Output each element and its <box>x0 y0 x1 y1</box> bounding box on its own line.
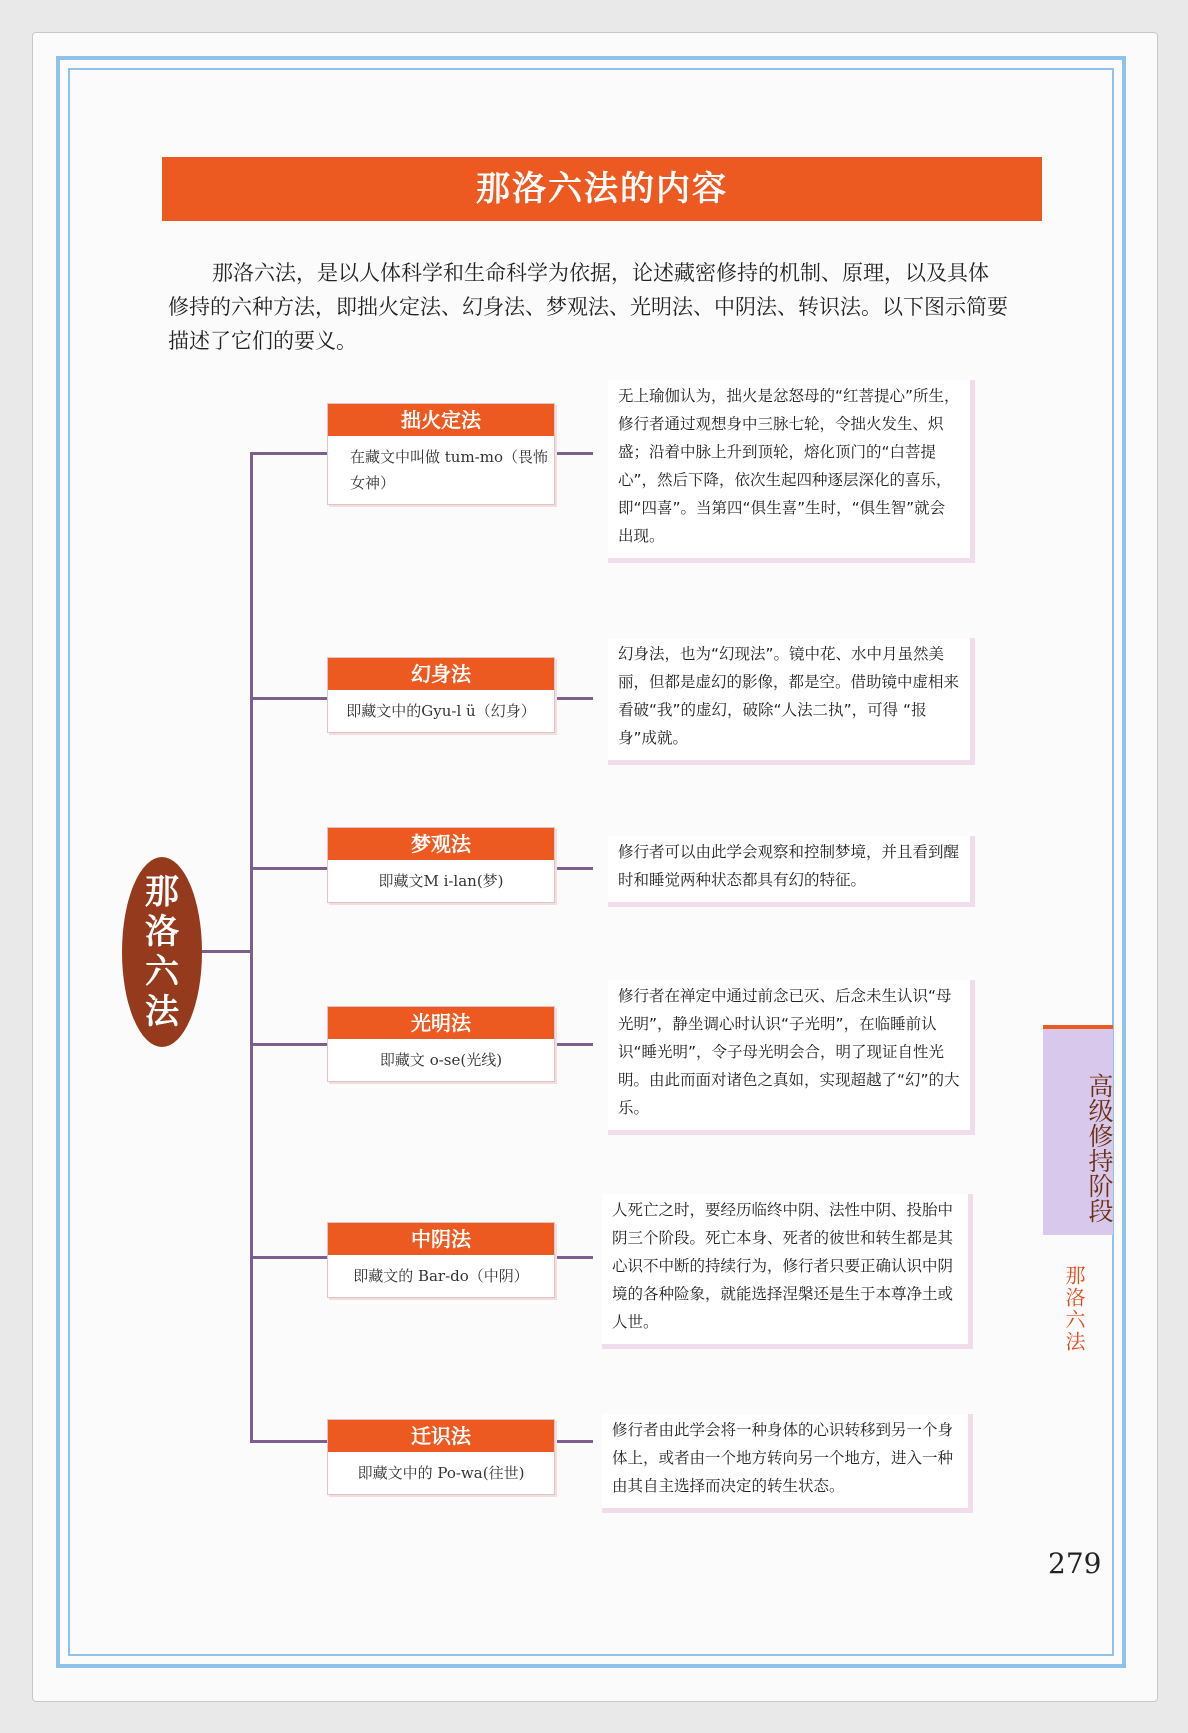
method-title: 拙火定法 <box>328 404 554 436</box>
central-char: 六 <box>145 952 179 992</box>
connector-branch <box>250 1256 327 1259</box>
central-node <box>122 857 202 1047</box>
method-note: 即藏文中的Gyu-l ü（幻身） <box>346 702 536 720</box>
central-char: 洛 <box>145 912 179 952</box>
method-node-bardo <box>327 1222 555 1298</box>
method-desc: 修行者由此学会将一种身体的心识转移到另一个身体上，或者由一个地方转向另一个地方，进入一种由其自主选择而决定的转生状态。 <box>602 1414 973 1513</box>
method-desc: 修行者可以由此学会观察和控制梦境，并且看到醒时和睡觉两种状态都具有幻的特征。 <box>608 836 975 907</box>
method-desc: 人死亡之时，要经历临终中阴、法性中阴、投胎中阴三个阶段。死亡本身、死者的彼世和转生都是其心识不中断的持续行为，修行者只要正确认识中阴境的各种险象，就能选择涅槃还是生于本尊净土或人世。 <box>602 1194 973 1349</box>
method-note: 即藏文的 Bar-do（中阴） <box>353 1267 529 1285</box>
page-title: 那洛六法的内容 <box>162 157 1042 221</box>
connector-node-desc <box>553 1043 593 1046</box>
connector-trunk <box>250 452 253 1440</box>
method-note: 即藏文M i-lan(梦) <box>378 872 504 890</box>
method-title: 迁识法 <box>328 1420 554 1452</box>
method-note: 在藏文中叫做 tum-mo（畏怖女神） <box>350 448 549 492</box>
connector-node-desc <box>553 697 593 700</box>
method-node-dream <box>327 827 555 903</box>
method-desc: 无上瑜伽认为，拙火是忿怒母的“红菩提心”所生，修行者通过观想身中三脉七轮，令拙火发生、炽盛；沿着中脉上升到顶轮，熔化顶门的“白菩提心”，然后下降，依次生起四种逐层深化的喜乐，即“四喜”。当第四“俱生喜”生时，“俱生智”就会出现。 <box>608 380 975 563</box>
connector-node-desc <box>553 867 593 870</box>
method-node-clear-light <box>327 1006 555 1082</box>
method-desc: 修行者在禅定中通过前念已灭、后念未生认识“母光明”，静坐调心时认识“子光明”，在临睡前认识“睡光明”，令子母光明会合，明了现证自性光明。由此而面对诸色之真如，实现超越了“幻”的大乐。 <box>608 980 975 1135</box>
connector-branch <box>250 1440 327 1443</box>
connector-branch <box>250 452 327 455</box>
method-title: 幻身法 <box>328 658 554 690</box>
method-title: 梦观法 <box>328 828 554 860</box>
connector-node-desc <box>553 1256 593 1259</box>
intro-paragraph: 那洛六法，是以人体科学和生命科学为依据，论述藏密修持的机制、原理，以及具体修持的六种方法，即拙火定法、幻身法、梦观法、光明法、中阴法、转识法。以下图示简要描述了它们的要义。 <box>168 261 1008 353</box>
connector-node-desc <box>553 1440 593 1443</box>
chapter-tab-label: 高级修持阶段 <box>1085 1073 1114 1223</box>
section-label: 那洛六法 <box>1062 1265 1086 1353</box>
connector-branch <box>250 697 327 700</box>
method-desc: 幻身法，也为“幻现法”。镜中花、水中月虽然美丽，但都是虚幻的影像，都是空。借助镜中虚相来看破“我”的虚幻，破除“人法二执”，可得 “报身”成就。 <box>608 638 975 765</box>
chapter-tab <box>1043 1025 1113 1235</box>
method-node-powa <box>327 1419 555 1495</box>
page-number: 279 <box>1048 1547 1102 1580</box>
connector-branch <box>250 867 327 870</box>
method-note: 即藏文中的 Po-wa(往世) <box>357 1464 525 1482</box>
method-note: 即藏文 o-se(光线) <box>379 1051 503 1069</box>
method-title: 中阴法 <box>328 1223 554 1255</box>
method-node-illusory-body <box>327 657 555 733</box>
method-node-tummo <box>327 403 555 505</box>
connector-node-desc <box>553 452 593 455</box>
connector-central <box>202 950 252 953</box>
central-char: 那 <box>145 872 179 912</box>
method-title: 光明法 <box>328 1007 554 1039</box>
central-char: 法 <box>145 992 179 1032</box>
connector-branch <box>250 1043 327 1046</box>
